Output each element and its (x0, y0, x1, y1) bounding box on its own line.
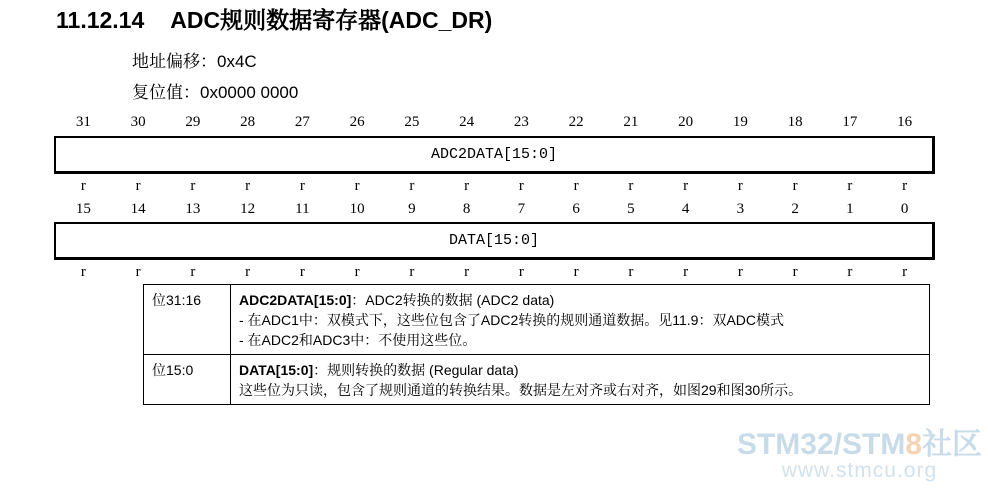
bit-number: 23 (513, 114, 529, 130)
access-type: r (190, 264, 196, 280)
access-type: r (299, 178, 305, 194)
bit-number: 18 (787, 114, 803, 130)
section-heading (56, 2, 492, 35)
field-summary: ：ADC2转换的数据 (ADC2 data) (351, 292, 555, 308)
access-type: r (628, 264, 634, 280)
access-type: r (628, 178, 634, 194)
field-name: DATA[15:0] (239, 362, 314, 378)
access-type: r (245, 178, 251, 194)
bit-number: 3 (736, 201, 745, 217)
table-row (144, 355, 930, 405)
access-type: r (573, 264, 579, 280)
bit-number: 27 (294, 114, 310, 130)
access-type: r (299, 264, 305, 280)
access-type: r (902, 178, 908, 194)
access-type: r (135, 178, 141, 194)
bit-number: 6 (572, 201, 580, 217)
section-title: ADC规则数据寄存器(ADC_DR) (170, 7, 493, 33)
access-type: r (354, 264, 360, 280)
bit-number: 30 (130, 114, 146, 130)
field-summary: ：规则转换的数据 (Regular data) (313, 362, 519, 378)
access-type: r (135, 264, 141, 280)
bit-number: 5 (627, 201, 635, 217)
access-type: r (464, 178, 470, 194)
bit-number: 7 (517, 201, 526, 217)
data-field-label: DATA[15:0] (448, 232, 539, 249)
watermark-brand (737, 430, 982, 460)
bit-number: 19 (732, 114, 748, 130)
bit-number: 12 (240, 201, 256, 217)
bit-number: 17 (842, 114, 858, 130)
description-line: - 在ADC1中：双模式下，这些位包含了ADC2转换的规则通道数据。见11.9：双ADC模式 (239, 312, 785, 328)
bit-number: 10 (349, 201, 365, 217)
bit-number: 9 (408, 201, 416, 217)
high-access-types (56, 176, 932, 196)
bit-number: 2 (791, 201, 799, 217)
watermark-brand-accent: 8 (905, 428, 922, 461)
access-type: r (409, 178, 415, 194)
section-number: 11.12.14 (56, 7, 145, 33)
data-field (54, 222, 935, 260)
adc2data-field (54, 136, 935, 174)
access-type: r (518, 264, 524, 280)
watermark-brand-part: STM32/STM (736, 428, 906, 461)
access-type: r (902, 264, 908, 280)
bit-number: 25 (404, 114, 420, 130)
low-access-types (56, 262, 932, 282)
bit-number: 26 (349, 114, 365, 130)
access-type: r (792, 178, 798, 194)
access-type: r (354, 178, 360, 194)
high-bit-numbers (56, 112, 932, 132)
access-type: r (518, 178, 524, 194)
bit-number: 13 (185, 201, 201, 217)
access-type: r (80, 264, 86, 280)
access-type: r (792, 264, 798, 280)
bit-number: 15 (75, 201, 91, 217)
address-offset: 地址偏移：0x4C (132, 52, 257, 71)
bit-number: 29 (185, 114, 201, 130)
bit-range: 位15:0 (144, 355, 231, 405)
watermark-brand-part: 社区 (922, 428, 982, 461)
watermark (737, 430, 982, 482)
bit-number: 8 (462, 201, 471, 217)
access-type: r (80, 178, 86, 194)
bit-number: 14 (130, 201, 146, 217)
watermark-url: www.stmcu.org (781, 459, 938, 482)
access-type: r (847, 178, 853, 194)
reset-value: 复位值：0x0000 0000 (132, 83, 299, 102)
access-type: r (847, 264, 853, 280)
bit-number: 1 (846, 201, 854, 217)
field-description (231, 355, 930, 405)
bit-range: 位31:16 (144, 285, 231, 355)
bit-number: 24 (459, 114, 475, 130)
low-bit-numbers (56, 199, 932, 219)
access-type: r (683, 264, 689, 280)
access-type: r (409, 264, 415, 280)
bit-number: 22 (568, 114, 584, 130)
bit-number: 31 (75, 114, 91, 130)
table-row (144, 285, 930, 355)
access-type: r (245, 264, 251, 280)
access-type: r (737, 264, 743, 280)
bit-description-table (143, 284, 930, 405)
bit-number: 21 (623, 114, 639, 130)
bit-number: 16 (897, 114, 913, 130)
access-type: r (573, 178, 579, 194)
access-type: r (737, 178, 743, 194)
access-type: r (683, 178, 689, 194)
field-description (231, 285, 930, 355)
access-type: r (190, 178, 196, 194)
access-type: r (464, 264, 470, 280)
bit-number: 28 (240, 114, 256, 130)
description-line: 这些位为只读，包含了规则通道的转换结果。数据是左对齐或右对齐，如图29和图30所示。 (239, 382, 803, 398)
bit-number: 11 (295, 201, 310, 217)
adc2data-field-label: ADC2DATA[15:0] (430, 146, 558, 163)
field-name: ADC2DATA[15:0] (239, 292, 352, 308)
bit-number: 20 (678, 114, 694, 130)
bit-number: 0 (900, 201, 909, 217)
description-line: - 在ADC2和ADC3中：不使用这些位。 (239, 332, 477, 348)
bit-number: 4 (681, 201, 690, 217)
